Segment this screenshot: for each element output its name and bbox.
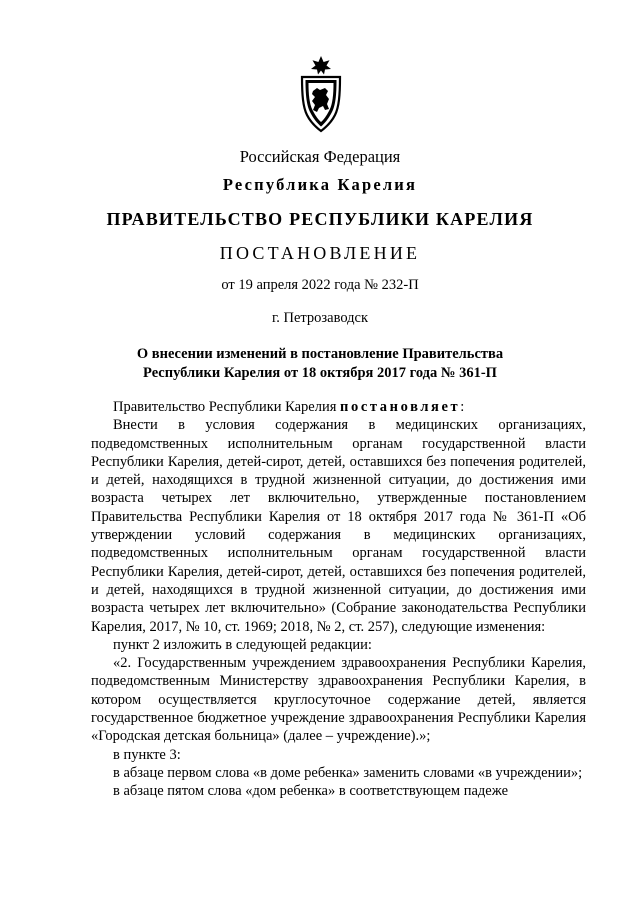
paragraph-item-2-intro: пункт 2 изложить в следующей редакции: <box>113 636 372 653</box>
paragraph-item-2-text: «2. Государственным учреждением здравоохранения Республики Карелия, подведомственным Министерству здравоохранения Республики Карелия, в котором осуществляется круглосуточное содержание детей, является государственное бюджетное учреждение здравоохранения Республики Карелия «Городская детская больница» (далее – учреждение).»; <box>91 655 586 745</box>
paragraph-amendment-intro: Внести в условия содержания в медицинских организациях, подведомственных исполнительным органам государственной власти Республики Карелия, детей-сирот, детей, оставшихся без попечения родителей, и детей, находящихся в трудной жизненной ситуации, до достижения ими возраста четырех лет включительно, утвержденные постановлением Правительства Республики Карелия от 18 октября 2017 года № 361-П «Об утверждении условий содержания в медицинских организациях, подведомственных исполнительным органам государственной власти Республики Карелия, детей-сирот, детей, оставшихся без попечения родителей, и детей, находящихся в трудной жизненной ситуации, до достижения ими возраста четырех лет включительно» (Собрание законодательства Республики Карелия, 2017, № 10, ст. 1969; 2018, № 2, ст. 257), следующие изменения: <box>91 417 586 635</box>
document-type: ПОСТАНОВЛЕНИЕ <box>219 243 421 263</box>
paragraph-item-3-intro: в пункте 3: <box>113 746 181 763</box>
document-date-number: от 19 апреля 2022 года № 232-П <box>221 277 419 293</box>
republic-name: Республика Карелия <box>222 175 418 194</box>
country-name: Российская Федерация <box>239 147 401 166</box>
resolution-tail: : <box>460 399 465 415</box>
paragraph-resolution <box>91 398 586 416</box>
paragraph-item-3-fifth: в абзаце пятом слова «дом ребенка» в соответствующем падеже <box>113 783 509 800</box>
subject-line-1: О внесении изменений в постановление Правительства <box>136 346 504 362</box>
document-city: г. Петрозаводск <box>271 310 369 326</box>
paragraph-item-3-first: в абзаце первом слова «в доме ребенка» заменить словами «в учреждении»; <box>113 764 583 781</box>
subject-line-2: Республики Карелия от 18 октября 2017 года № 361-П <box>143 365 497 381</box>
karelia-coat-of-arms-icon <box>295 55 347 133</box>
document-body <box>91 398 586 801</box>
resolution-lead: Правительство Республики Карелия <box>113 399 341 415</box>
government-title: ПРАВИТЕЛЬСТВО РЕСПУБЛИКИ КАРЕЛИЯ <box>106 209 534 229</box>
resolution-verb: постановляет <box>340 399 461 415</box>
document-subject <box>100 345 540 383</box>
